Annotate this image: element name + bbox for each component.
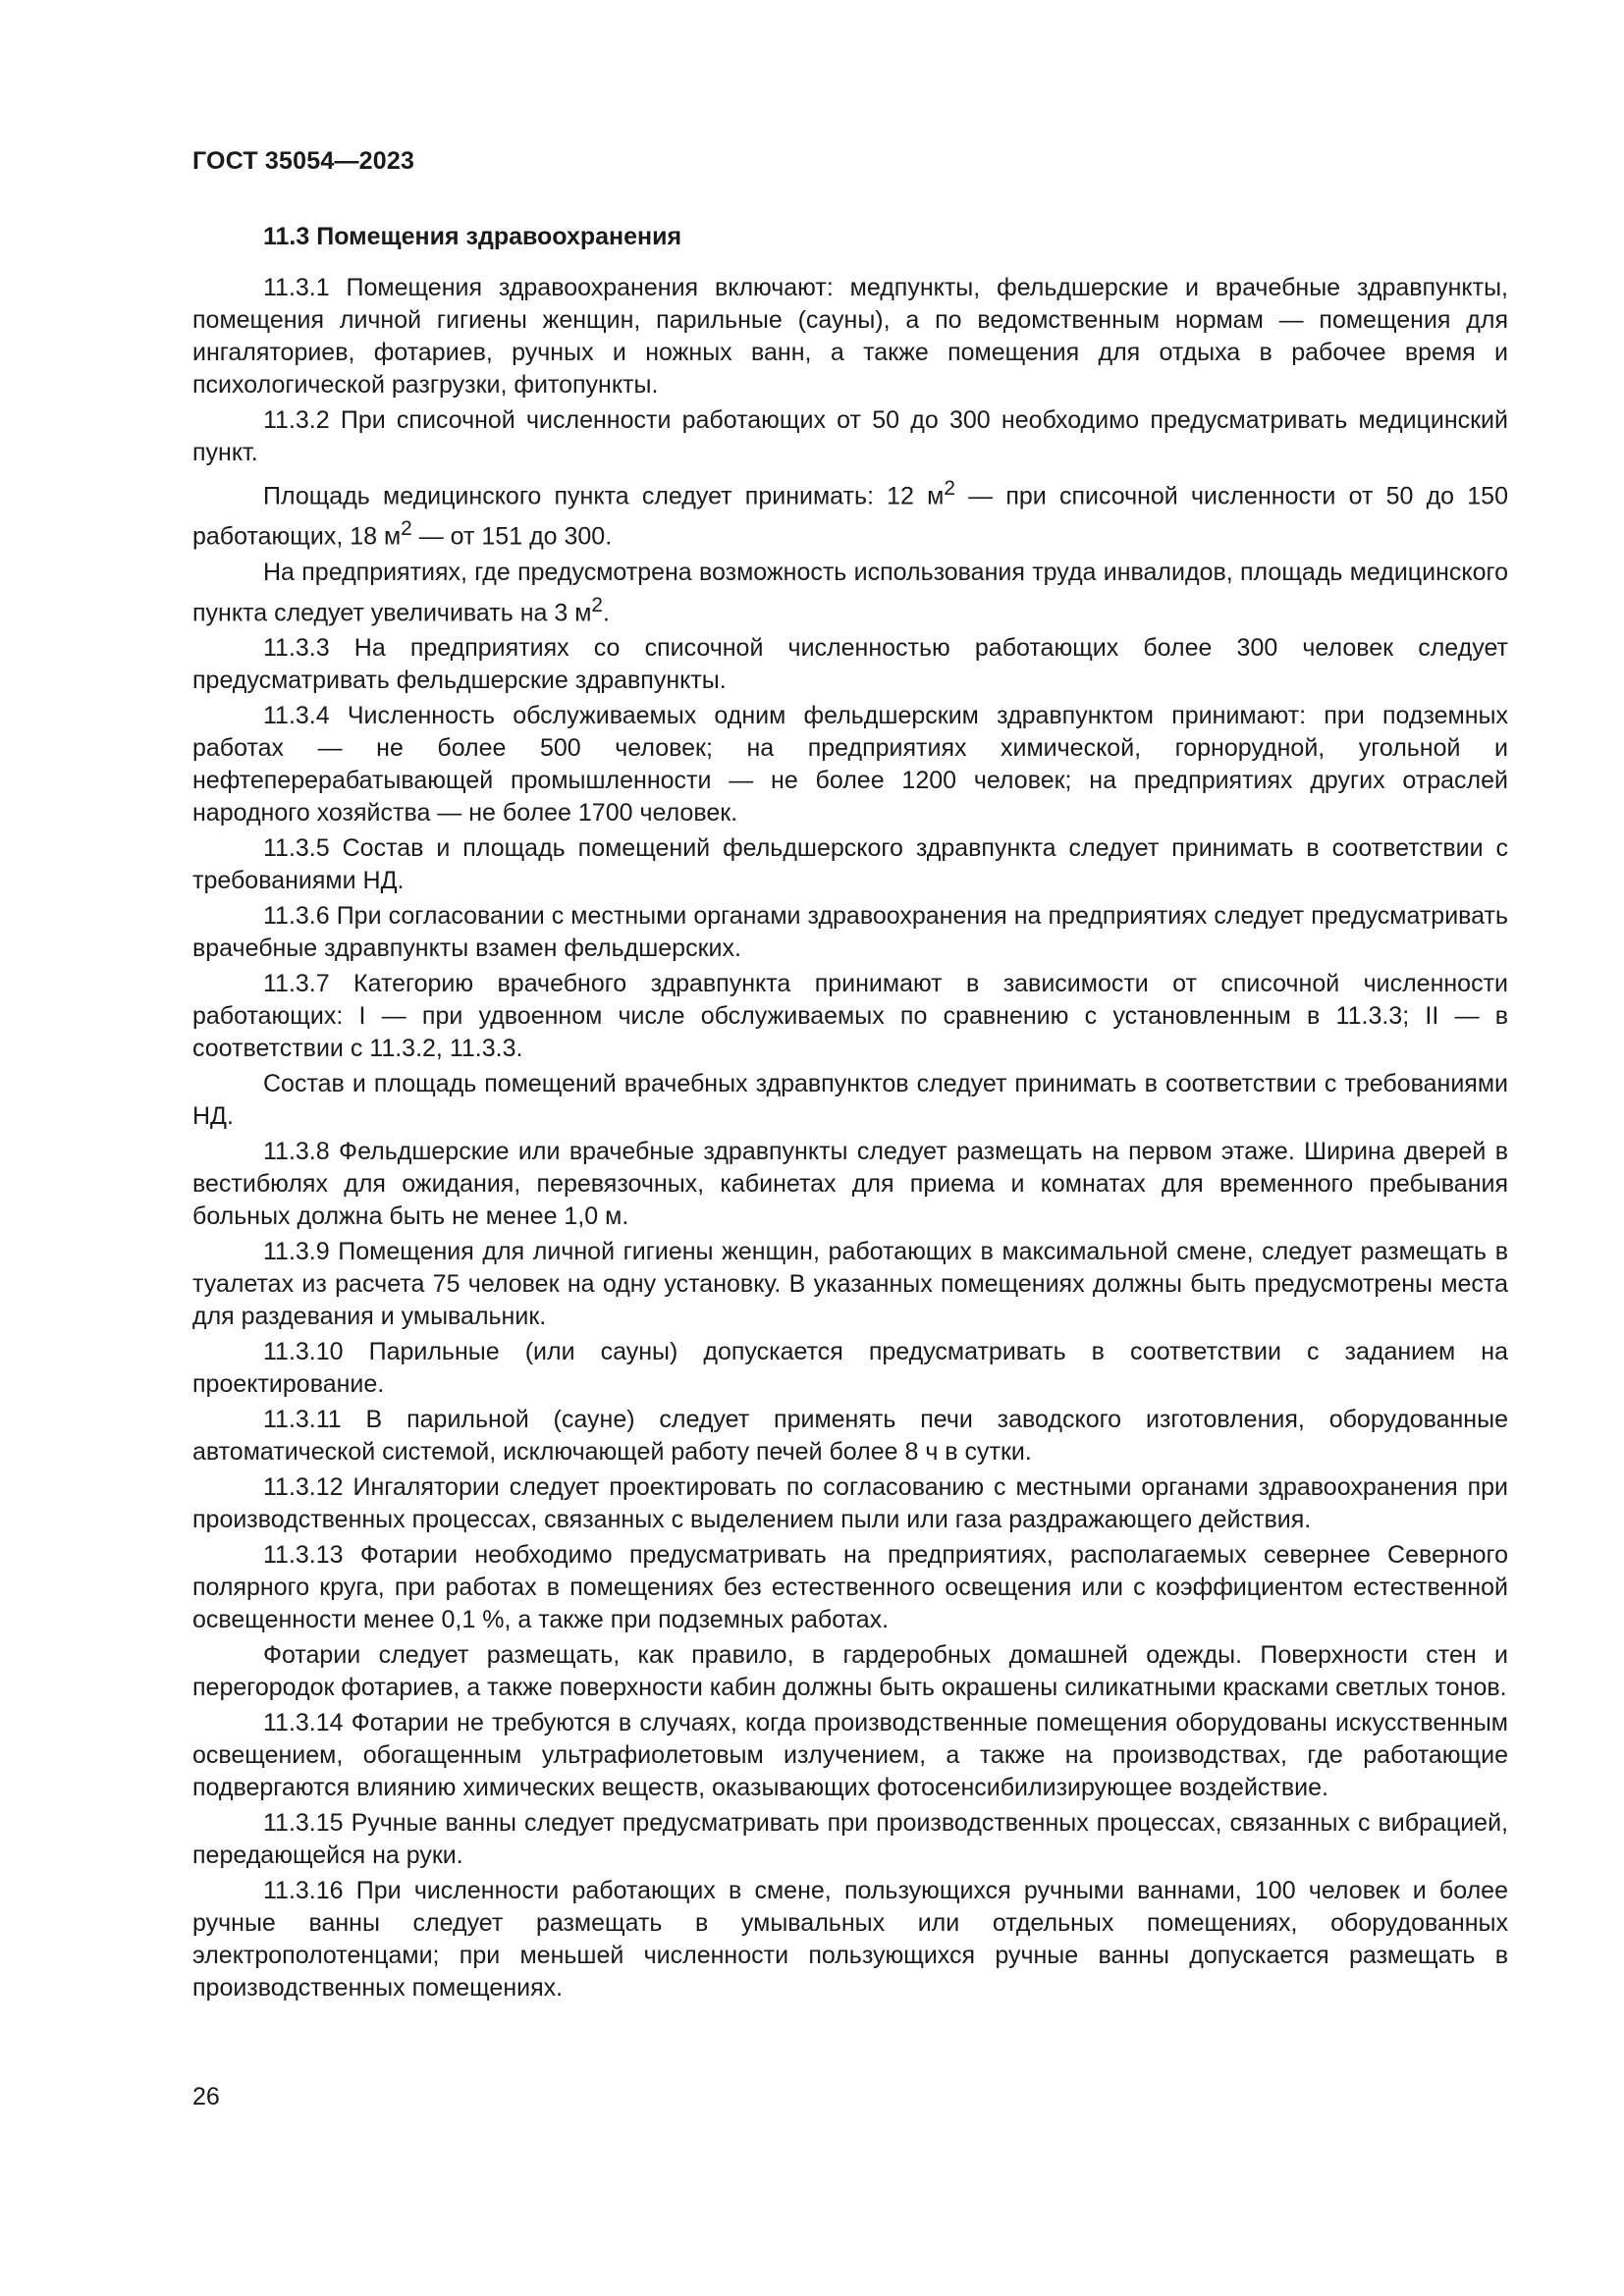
paragraph-11-3-5: 11.3.5 Состав и площадь помещений фельдшерского здравпункта следует принимать в соответствии с требованиями НД.: [192, 833, 1508, 894]
paragraph-11-3-8: 11.3.8 Фельдшерские или врачебные здравпункты следует размещать на первом этаже. Ширина дверей в вестибюлях для ожидания, перевязочных, кабинетах для приема и комнатах для временного пребывания больных должна быть не менее 1,0 м.: [192, 1137, 1508, 1230]
paragraph-photaria-placement: Фотарии следует размещать, как правило, в гардеробных домашней одежды. Поверхности стен и перегородок фотариев, а также поверхности кабин должны быть окрашены силикатными красками светлых тонов.: [192, 1640, 1508, 1701]
section-11-3: [192, 221, 1508, 2004]
paragraph-11-3-3: 11.3.3 На предприятиях со списочной численностью работающих более 300 человек следует предусматривать фельдшерские здравпункты.: [192, 633, 1508, 694]
paragraph-11-3-11: 11.3.11 В парильной (сауне) следует применять печи заводского изготовления, оборудованные автоматической системой, исключающей работу печей более 8 ч в сутки.: [192, 1405, 1508, 1466]
paragraph-11-3-2: 11.3.2 При списочной численности работающих от 50 до 300 необходимо предусматривать медицинский пункт.: [192, 406, 1508, 466]
paragraph-11-3-6: 11.3.6 При согласовании с местными органами здравоохранения на предприятиях следует предусматривать врачебные здравпункты взамен фельдшерских.: [192, 901, 1508, 962]
paragraph-11-3-14: 11.3.14 Фотарии не требуются в случаях, когда производственные помещения оборудованы искусственным освещением, обогащенным ультрафиолетовым излучением, а также на производствах, где работающие подвергаются влиянию химических веществ, оказывающих фотосенсибилизирующее воздействие.: [192, 1708, 1508, 1801]
paragraph-disabled-workers-area: На предприятиях, где предусмотрена возможность использования труда инвалидов, площадь медицинского пункта следует увеличивать на 3 $м^2$.: [192, 558, 1508, 626]
page-number: 26: [192, 2083, 220, 2110]
paragraph-11-3-16: 11.3.16 При численности работающих в смене, пользующихся ручными ваннами, 100 человек и более ручные ванны следует размещать в умывальных или отдельных помещениях, оборудованных электрополотенцами; при меньшей численности пользующихся ручные ванны допускается размещать в производственных помещениях.: [192, 1876, 1508, 2002]
paragraph-11-3-12: 11.3.12 Ингалятории следует проектировать по согласованию с местными органами здравоохранения при производственных процессах, связанных с выделением пыли или газа раздражающего действия.: [192, 1472, 1508, 1533]
paragraph-11-3-7: 11.3.7 Категорию врачебного здравпункта принимают в зависимости от списочной численности работающих: I — при удвоенном числе обслуживаемых по сравнению с установленным в 11.3.3; II — в соответствии с 11.3.2, 11.3.3.: [192, 969, 1508, 1062]
section-title: 11.3 Помещения здравоохранения: [263, 223, 682, 250]
document-header: ГОСТ 35054—2023: [192, 147, 415, 175]
paragraph-medical-point-area: Площадь медицинского пункта следует принимать: 12 $м^2$ — при списочной численности от 50 до 150 работающих, 18 $м^2$ — от 151 до 300.: [192, 477, 1508, 551]
paragraph-doctor-point-composition: Состав и площадь помещений врачебных здравпунктов следует принимать в соответствии с требованиями НД.: [192, 1069, 1508, 1130]
paragraph-11-3-15: 11.3.15 Ручные ванны следует предусматривать при производственных процессах, связанных с вибрацией, передающейся на руки.: [192, 1808, 1508, 1869]
paragraph-11-3-13: 11.3.13 Фотарии необходимо предусматривать на предприятиях, располагаемых севернее Северного полярного круга, при работах в помещениях без естественного освещения или с коэффициентом естественной освещенности менее 0,1 %, а также при подземных работах.: [192, 1540, 1508, 1633]
paragraph-11-3-1: 11.3.1 Помещения здравоохранения включают: медпункты, фельдшерские и врачебные здравпункты, помещения личной гигиены женщин, парильные (сауны), а по ведомственным нормам — помещения для ингаляториев, фотариев, ручных и ножных ванн, а также помещения для отдыха в рабочее время и психологической разгрузки, фитопункты.: [192, 274, 1508, 399]
paragraph-11-3-4: 11.3.4 Численность обслуживаемых одним фельдшерским здравпунктом принимают: при подземных работах — не более 500 человек; на предприятиях химической, горнорудной, угольной и нефтеперерабатывающей промышленности — не более 1200 человек; на предприятиях других отраслей народного хозяйства — не более 1700 человек.: [192, 701, 1508, 827]
paragraph-11-3-10: 11.3.10 Парильные (или сауны) допускается предусматривать в соответствии с заданием на проектирование.: [192, 1337, 1508, 1398]
paragraph-11-3-9: 11.3.9 Помещения для личной гигиены женщин, работающих в максимальной смене, следует размещать в туалетах из расчета 75 человек на одну установку. В указанных помещениях должны быть предусмотрены места для раздевания и умывальник.: [192, 1237, 1508, 1330]
